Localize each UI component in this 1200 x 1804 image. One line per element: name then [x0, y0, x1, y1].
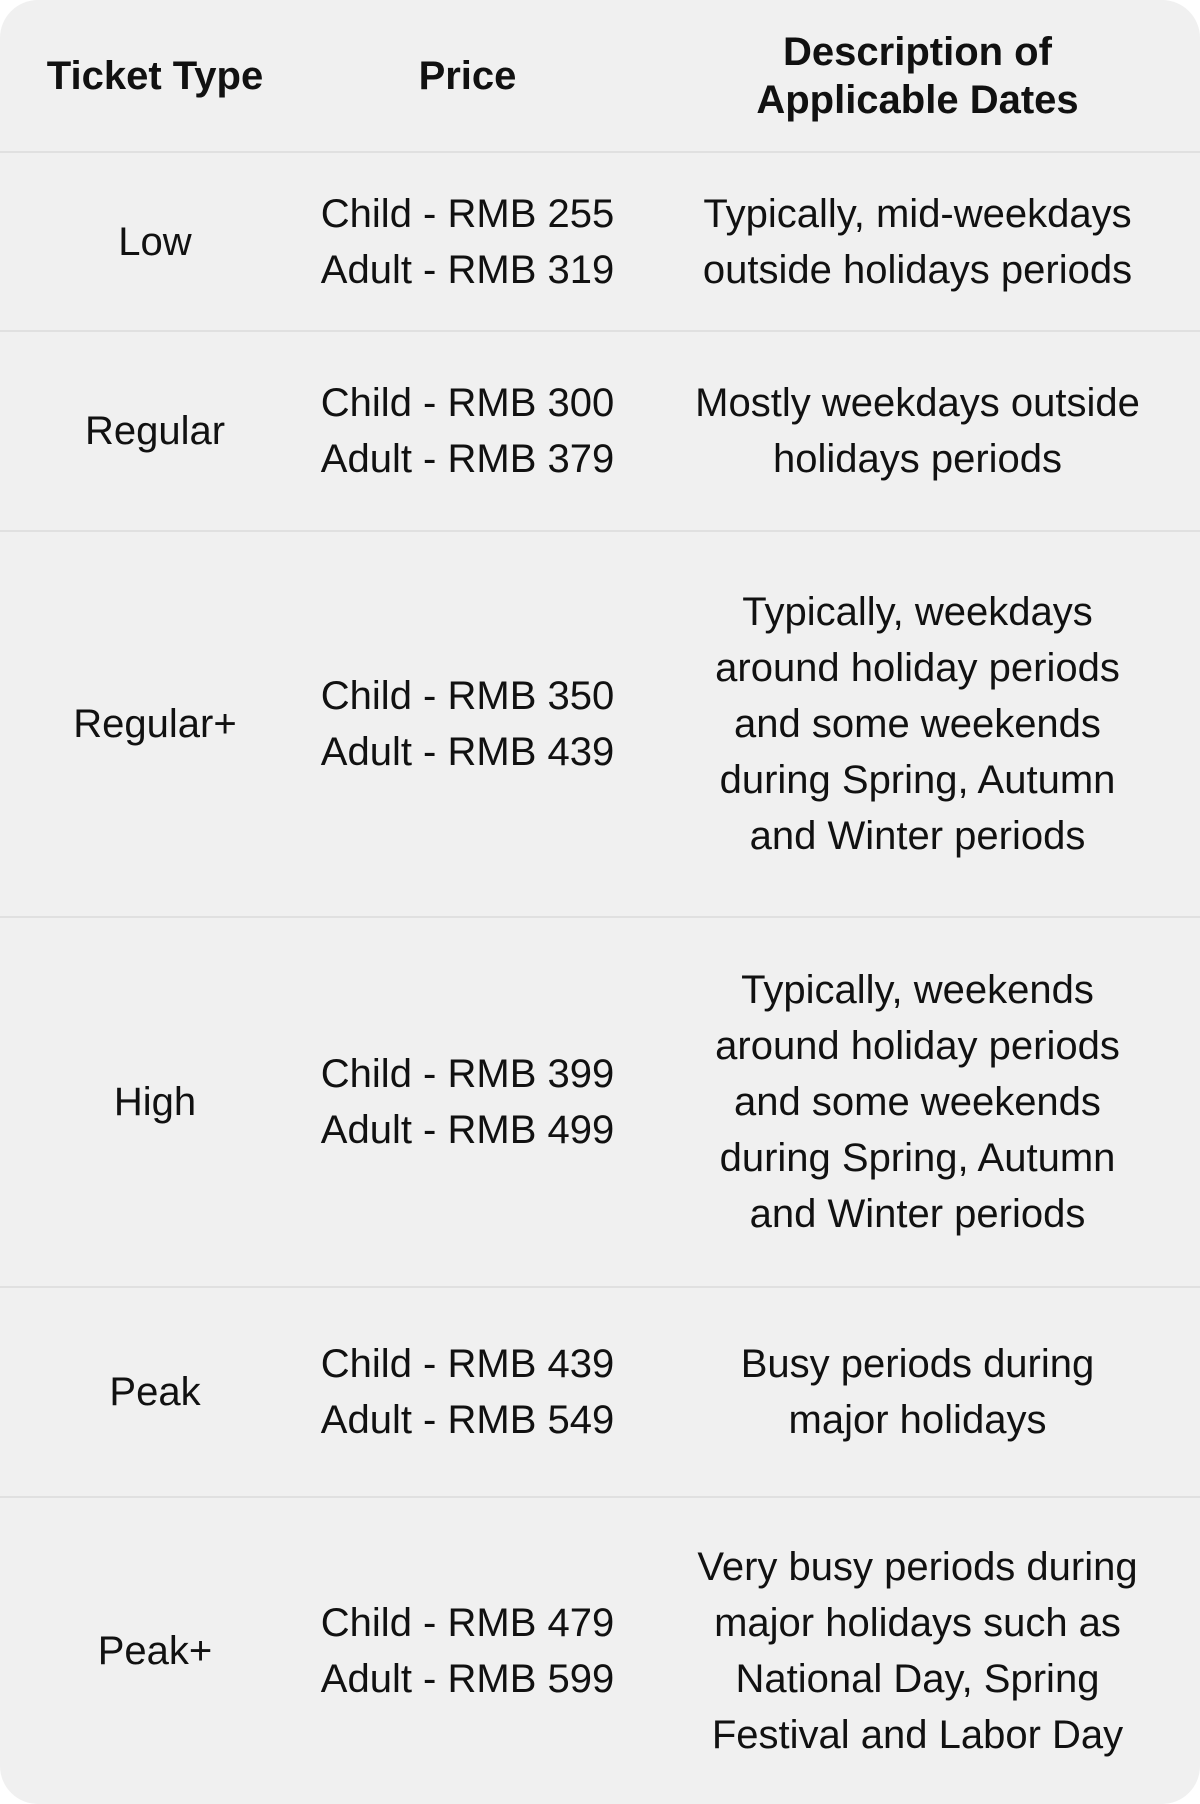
child-price: Child - RMB 300 [320, 381, 615, 425]
header-description-line2: Applicable Dates [756, 77, 1079, 122]
description-cell: Typically, weekends around holiday periods and some weekends during Spring, Autumn and Winter periods [715, 968, 1120, 1236]
table-row-peak [0, 1288, 1200, 1498]
table-header [0, 0, 1200, 153]
adult-price: Adult - RMB 549 [320, 1398, 615, 1442]
description-cell: Busy periods during major holidays [740, 1342, 1095, 1442]
child-price: Child - RMB 439 [320, 1342, 615, 1386]
header-price: Price [418, 53, 517, 98]
header-description-line1: Description of [783, 29, 1052, 74]
ticket-type-cell: Peak+ [97, 1629, 213, 1673]
ticket-type-cell: Regular [84, 409, 226, 453]
table-row-low [0, 153, 1200, 332]
child-price: Child - RMB 350 [320, 674, 615, 718]
description-cell: Typically, weekdays around holiday periods and some weekends during Spring, Autumn and Winter periods [715, 590, 1120, 858]
ticket-type-cell: Low [118, 219, 192, 264]
table-row-regular-plus [0, 532, 1200, 918]
ticket-type-cell: High [113, 1080, 197, 1124]
ticket-type-cell: Regular+ [73, 702, 237, 746]
table-row-regular [0, 332, 1200, 532]
table-row-peak-plus [0, 1498, 1200, 1804]
adult-price: Adult - RMB 439 [320, 730, 615, 774]
price-cell [295, 918, 640, 1286]
header-ticket-type: Ticket Type [46, 53, 264, 98]
price-cell [295, 153, 640, 330]
adult-price: Adult - RMB 599 [320, 1657, 615, 1701]
child-price: Child - RMB 399 [320, 1052, 615, 1096]
ticket-type-cell: Peak [109, 1370, 201, 1414]
description-cell: Very busy periods during major holidays such as National Day, Spring Festival and Labor Day [697, 1545, 1138, 1757]
adult-price: Adult - RMB 499 [320, 1108, 615, 1152]
table-row-high [0, 918, 1200, 1288]
price-cell [295, 332, 640, 530]
adult-price: Adult - RMB 379 [320, 437, 615, 481]
price-cell [295, 532, 640, 916]
description-cell: Typically, mid-weekdays outside holidays periods [702, 191, 1133, 292]
child-price: Child - RMB 255 [320, 191, 615, 236]
header-description [660, 0, 1175, 151]
description-cell: Mostly weekdays outside holidays periods [695, 381, 1140, 481]
adult-price: Adult - RMB 319 [320, 247, 615, 292]
child-price: Child - RMB 479 [320, 1601, 615, 1645]
price-cell [295, 1498, 640, 1804]
price-cell [295, 1288, 640, 1496]
